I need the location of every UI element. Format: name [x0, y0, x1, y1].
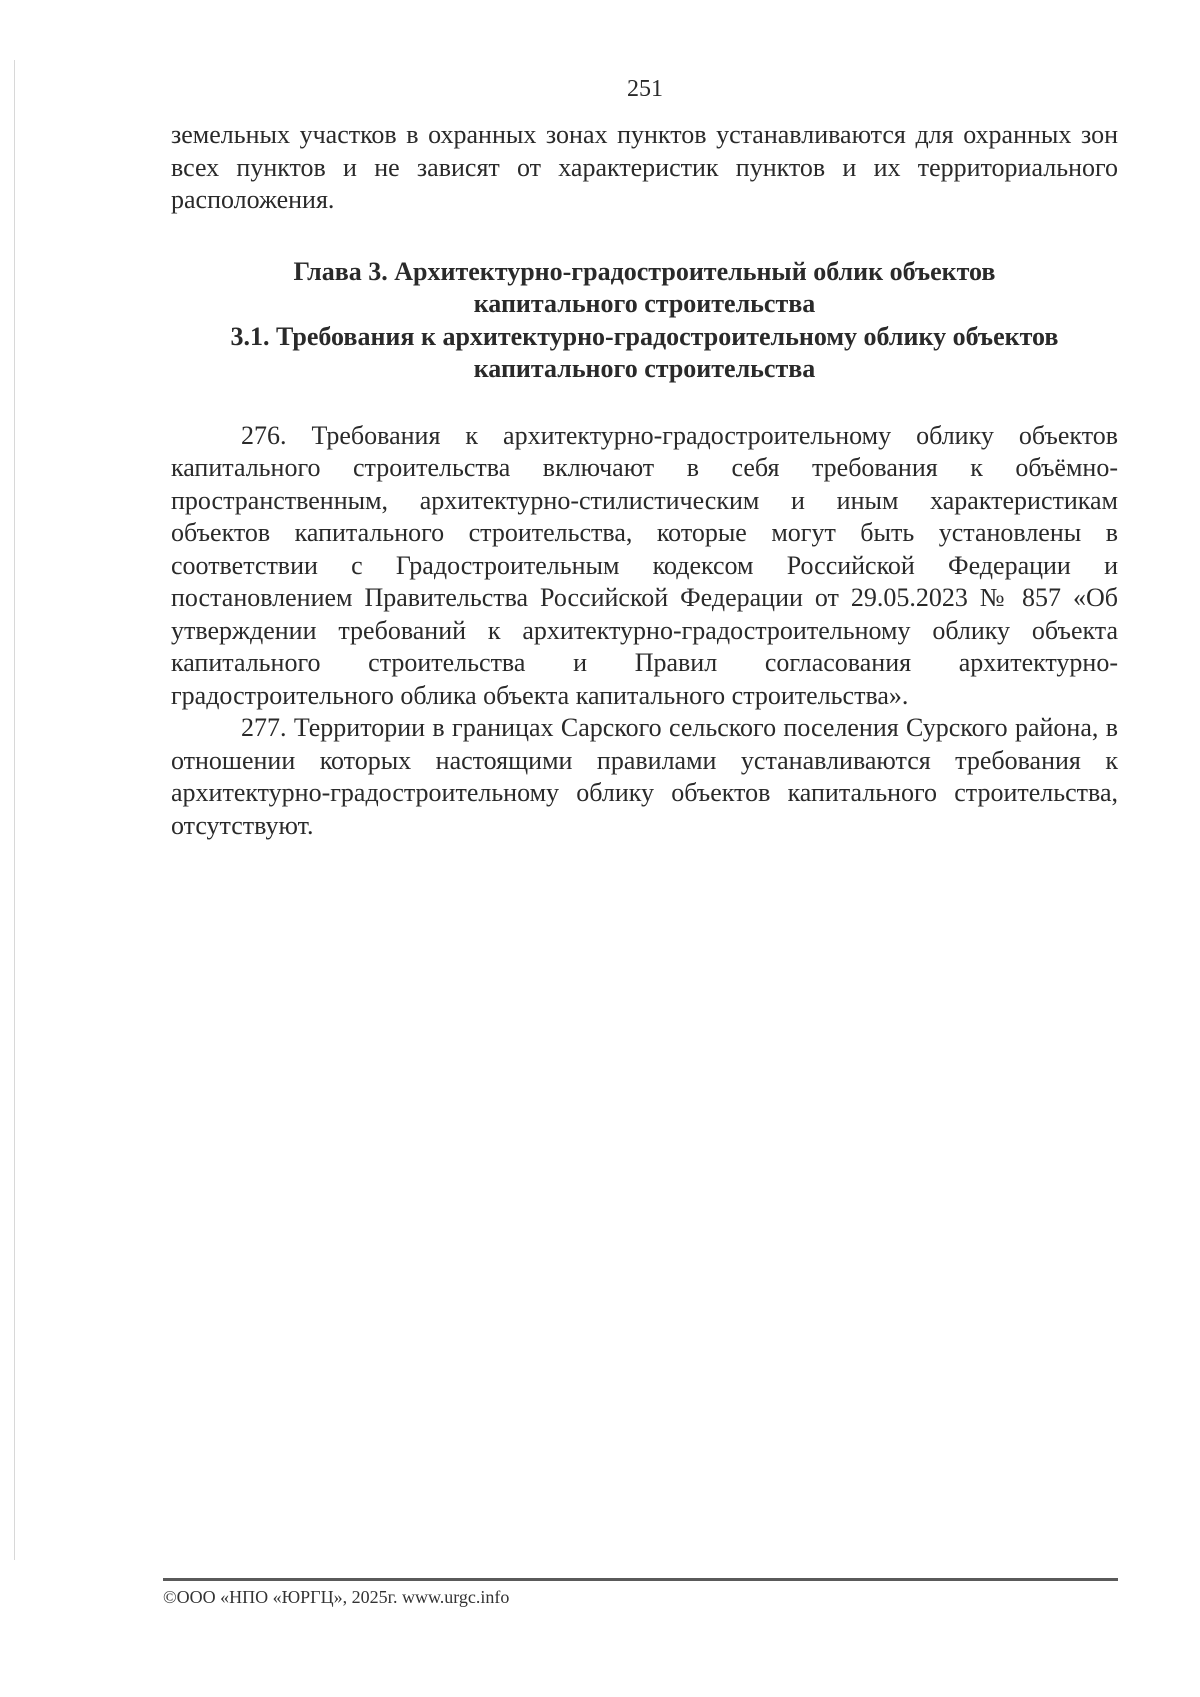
section-title: 3.1. Требования к архитектурно-градостроительному облику объектов капитального строительства — [230, 321, 1059, 383]
chapter-title: Глава 3. Архитектурно-градостроительный облик объектов капитального строительства — [293, 256, 996, 318]
heading-block — [171, 256, 1118, 386]
paragraph-277: 277. Территории в границах Сарского сельского поселения Сурского района, в отношении которых настоящими правилами устанавливаются требования к архитектурно-градостроительному облику объектов капитального строительства, отсутствуют. — [171, 713, 1118, 840]
page-number: 251 — [627, 76, 663, 102]
paragraph-276: 276. Требования к архитектурно-градостроительному облику объектов капитального строительства включают в себя требования к объёмно-пространственным, архитектурно-стилистическим и иным характеристикам объектов капитального строительства, которые могут быть установлены в соответствии с Градостроительным кодексом Российской Федерации и постановлением Правительства Российской Федерации от 29.05.2023 № 857 «Об утверждении требований к архитектурно-градостроительному облику объекта капитального строительства и Правил согласования архитектурно-градостроительного облика объекта капитального строительства». — [171, 420, 1118, 710]
continuation-paragraph: земельных участков в охранных зонах пунктов устанавливаются для охранных зон всех пунктов и не зависят от характеристик пунктов и их территориального расположения. — [171, 120, 1118, 214]
footer-divider — [163, 1578, 1118, 1581]
footer-copyright: ©ООО «НПО «ЮРГЦ», 2025г. www.urgc.info — [163, 1587, 510, 1607]
document-body — [171, 119, 1118, 842]
scan-edge-line — [14, 60, 15, 1560]
